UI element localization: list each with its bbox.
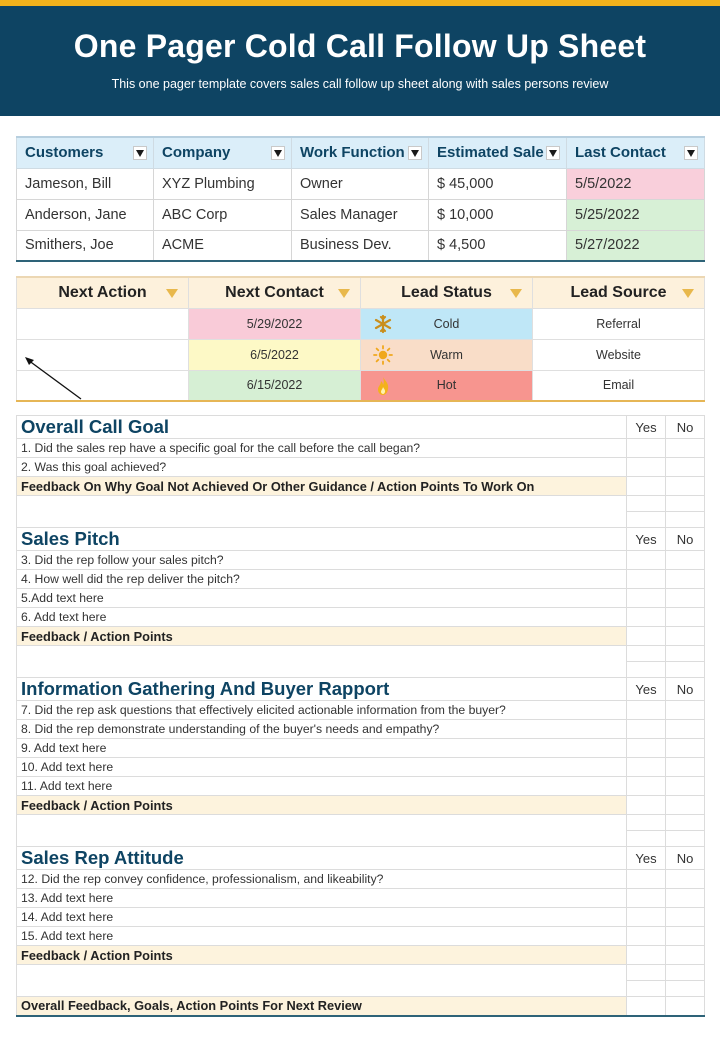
no-cell[interactable] bbox=[666, 720, 705, 739]
feedback-label: Feedback / Action Points bbox=[17, 796, 627, 815]
question-row bbox=[17, 608, 705, 627]
yes-cell[interactable] bbox=[627, 758, 666, 777]
column-header-customers: Customers bbox=[17, 137, 154, 168]
column-header-next-contact: Next Contact bbox=[189, 277, 361, 308]
customer-table bbox=[16, 136, 705, 262]
table-row bbox=[17, 230, 705, 261]
column-header-last-contact: Last Contact bbox=[567, 137, 705, 168]
feedback-input[interactable] bbox=[17, 496, 627, 528]
question-row bbox=[17, 701, 705, 720]
question-row bbox=[17, 927, 705, 946]
question-row bbox=[17, 439, 705, 458]
question-text: 3. Did the rep follow your sales pitch? bbox=[17, 551, 627, 570]
question-text: 15. Add text here bbox=[17, 927, 627, 946]
cell-lead-status[interactable]: Hot bbox=[361, 370, 533, 401]
no-cell[interactable] bbox=[666, 551, 705, 570]
cell-last-contact[interactable]: 5/5/2022 bbox=[567, 168, 705, 199]
question-row bbox=[17, 870, 705, 889]
no-label: No bbox=[666, 528, 705, 551]
cell-company[interactable]: ABC Corp bbox=[154, 199, 292, 230]
feedback-input-row bbox=[17, 815, 705, 831]
cell-lead-source[interactable]: Email bbox=[533, 370, 705, 401]
filter-dropdown-icon[interactable] bbox=[546, 146, 560, 160]
cell-customer[interactable]: Jameson, Bill bbox=[17, 168, 154, 199]
section-title: Sales Rep Attitude bbox=[17, 847, 627, 870]
yes-cell[interactable] bbox=[627, 439, 666, 458]
cell-next-contact[interactable]: 5/29/2022 bbox=[189, 308, 361, 339]
no-cell[interactable] bbox=[666, 589, 705, 608]
filter-dropdown-icon[interactable] bbox=[271, 146, 285, 160]
feedback-row bbox=[17, 796, 705, 815]
question-text: 13. Add text here bbox=[17, 889, 627, 908]
dropdown-arrow-icon[interactable] bbox=[166, 289, 178, 298]
feedback-label: Feedback / Action Points bbox=[17, 946, 627, 965]
yes-label: Yes bbox=[627, 678, 666, 701]
question-text: 1. Did the sales rep have a specific goal for the call before the call began? bbox=[17, 439, 627, 458]
yes-label: Yes bbox=[627, 847, 666, 870]
question-text: 5.Add text here bbox=[17, 589, 627, 608]
feedback-row bbox=[17, 627, 705, 646]
question-text: 9. Add text here bbox=[17, 739, 627, 758]
section-header-row bbox=[17, 847, 705, 870]
table-header-row bbox=[17, 137, 705, 168]
no-cell[interactable] bbox=[666, 458, 705, 477]
no-cell[interactable] bbox=[666, 777, 705, 796]
question-row bbox=[17, 720, 705, 739]
column-header-lead-source: Lead Source bbox=[533, 277, 705, 308]
cell-next-contact[interactable]: 6/15/2022 bbox=[189, 370, 361, 401]
feedback-row bbox=[17, 477, 705, 496]
table-row bbox=[17, 308, 705, 339]
dropdown-arrow-icon[interactable] bbox=[338, 289, 350, 298]
cell-sale[interactable]: $ 10,000 bbox=[429, 199, 567, 230]
column-header-company: Company bbox=[154, 137, 292, 168]
no-cell[interactable] bbox=[666, 439, 705, 458]
yes-cell[interactable] bbox=[627, 889, 666, 908]
yes-label: Yes bbox=[627, 528, 666, 551]
question-text: 2. Was this goal achieved? bbox=[17, 458, 627, 477]
feedback-row bbox=[17, 946, 705, 965]
cell-company[interactable]: ACME bbox=[154, 230, 292, 261]
yes-cell[interactable] bbox=[627, 589, 666, 608]
question-row bbox=[17, 777, 705, 796]
cell-last-contact[interactable]: 5/25/2022 bbox=[567, 199, 705, 230]
section-title: Sales Pitch bbox=[17, 528, 627, 551]
section-title: Overall Call Goal bbox=[17, 416, 627, 439]
filter-dropdown-icon[interactable] bbox=[133, 146, 147, 160]
table-header-row bbox=[17, 277, 705, 308]
question-text: 4. How well did the rep deliver the pitch? bbox=[17, 570, 627, 589]
cell-lead-source[interactable]: Referral bbox=[533, 308, 705, 339]
question-row bbox=[17, 589, 705, 608]
no-cell[interactable] bbox=[666, 608, 705, 627]
flame-icon bbox=[373, 376, 393, 396]
question-row bbox=[17, 889, 705, 908]
cell-next-contact[interactable]: 6/5/2022 bbox=[189, 339, 361, 370]
question-row bbox=[17, 458, 705, 477]
cell-lead-status[interactable]: Cold bbox=[361, 308, 533, 339]
table-row bbox=[17, 370, 705, 401]
cell-function[interactable]: Business Dev. bbox=[292, 230, 429, 261]
no-label: No bbox=[666, 678, 705, 701]
cell-lead-status[interactable]: Warm bbox=[361, 339, 533, 370]
no-cell[interactable] bbox=[666, 927, 705, 946]
cell-lead-source[interactable]: Website bbox=[533, 339, 705, 370]
question-text: 10. Add text here bbox=[17, 758, 627, 777]
filter-dropdown-icon[interactable] bbox=[684, 146, 698, 160]
overall-feedback-row bbox=[17, 997, 705, 1016]
yes-cell[interactable] bbox=[627, 458, 666, 477]
feedback-input[interactable] bbox=[17, 965, 627, 997]
question-row bbox=[17, 758, 705, 777]
cell-sale[interactable]: $ 4,500 bbox=[429, 230, 567, 261]
yes-cell[interactable] bbox=[627, 908, 666, 927]
section-header-row bbox=[17, 528, 705, 551]
question-row bbox=[17, 570, 705, 589]
yes-cell[interactable] bbox=[627, 701, 666, 720]
cell-last-contact[interactable]: 5/27/2022 bbox=[567, 230, 705, 261]
feedback-input[interactable] bbox=[17, 815, 627, 847]
cell-customer[interactable]: Smithers, Joe bbox=[17, 230, 154, 261]
yes-cell[interactable] bbox=[627, 927, 666, 946]
feedback-label: Feedback On Why Goal Not Achieved Or Other Guidance / Action Points To Work On bbox=[17, 477, 627, 496]
no-cell[interactable] bbox=[666, 701, 705, 720]
snowflake-icon bbox=[373, 314, 393, 334]
dropdown-arrow-icon[interactable] bbox=[682, 289, 694, 298]
no-cell[interactable] bbox=[666, 889, 705, 908]
section-title: Information Gathering And Buyer Rapport bbox=[17, 678, 627, 701]
section-header-row bbox=[17, 678, 705, 701]
feedback-input-row bbox=[17, 646, 705, 662]
section-header-row bbox=[17, 416, 705, 439]
yes-cell[interactable] bbox=[627, 608, 666, 627]
no-label: No bbox=[666, 416, 705, 439]
cell-sale[interactable]: $ 45,000 bbox=[429, 168, 567, 199]
question-text: 12. Did the rep convey confidence, professionalism, and likeability? bbox=[17, 870, 627, 889]
no-cell[interactable] bbox=[666, 570, 705, 589]
overall-feedback-label: Overall Feedback, Goals, Action Points For Next Review bbox=[17, 997, 627, 1016]
cell-next-action[interactable] bbox=[17, 370, 189, 401]
arrow-annotation-icon bbox=[23, 355, 83, 401]
no-cell[interactable] bbox=[666, 870, 705, 889]
yes-cell[interactable] bbox=[627, 551, 666, 570]
table-row bbox=[17, 168, 705, 199]
sun-icon bbox=[373, 345, 393, 365]
question-row bbox=[17, 908, 705, 927]
cell-function[interactable]: Sales Manager bbox=[292, 199, 429, 230]
feedback-input-row bbox=[17, 965, 705, 981]
no-cell[interactable] bbox=[666, 758, 705, 777]
filter-dropdown-icon[interactable] bbox=[408, 146, 422, 160]
yes-label: Yes bbox=[627, 416, 666, 439]
no-label: No bbox=[666, 847, 705, 870]
column-header-estimated-sale: Estimated Sale bbox=[429, 137, 567, 168]
question-row bbox=[17, 551, 705, 570]
cell-company[interactable]: XYZ Plumbing bbox=[154, 168, 292, 199]
column-header-next-action: Next Action bbox=[17, 277, 189, 308]
question-text: 7. Did the rep ask questions that effectively elicited actionable information from the buyer? bbox=[17, 701, 627, 720]
question-text: 6. Add text here bbox=[17, 608, 627, 627]
table-row bbox=[17, 339, 705, 370]
yes-cell[interactable] bbox=[627, 870, 666, 889]
lead-table bbox=[16, 276, 705, 402]
dropdown-arrow-icon[interactable] bbox=[510, 289, 522, 298]
yes-cell[interactable] bbox=[627, 720, 666, 739]
question-text: 14. Add text here bbox=[17, 908, 627, 927]
page-subtitle: This one pager template covers sales call follow up sheet along with sales persons review bbox=[111, 77, 609, 91]
page-header bbox=[0, 0, 720, 116]
question-text: 8. Did the rep demonstrate understanding of the buyer's needs and empathy? bbox=[17, 720, 627, 739]
cell-next-action[interactable] bbox=[17, 308, 189, 339]
column-header-lead-status: Lead Status bbox=[361, 277, 533, 308]
no-cell[interactable] bbox=[666, 908, 705, 927]
review-table bbox=[16, 415, 705, 1017]
cell-function[interactable]: Owner bbox=[292, 168, 429, 199]
column-header-work-function: Work Function bbox=[292, 137, 429, 168]
feedback-input-row bbox=[17, 496, 705, 512]
yes-cell[interactable] bbox=[627, 739, 666, 758]
page-title: One Pager Cold Call Follow Up Sheet bbox=[73, 28, 647, 64]
yes-cell[interactable] bbox=[627, 777, 666, 796]
question-text: 11. Add text here bbox=[17, 777, 627, 796]
feedback-input[interactable] bbox=[17, 646, 627, 678]
yes-cell[interactable] bbox=[627, 570, 666, 589]
question-row bbox=[17, 739, 705, 758]
table-row bbox=[17, 199, 705, 230]
cell-customer[interactable]: Anderson, Jane bbox=[17, 199, 154, 230]
no-cell[interactable] bbox=[666, 739, 705, 758]
feedback-label: Feedback / Action Points bbox=[17, 627, 627, 646]
